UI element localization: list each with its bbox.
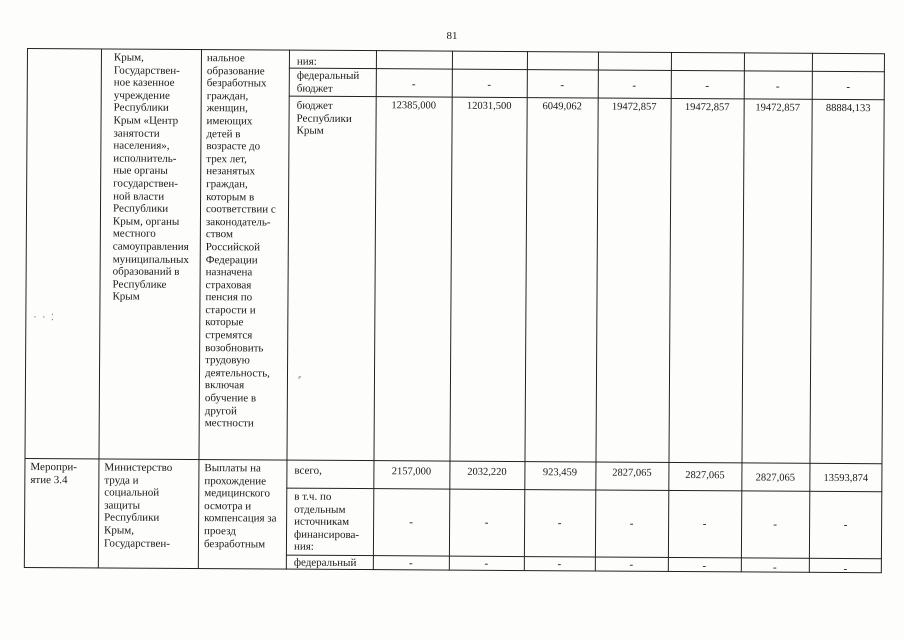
block1-regional-value: 19472,857 — [611, 101, 657, 113]
block2-federal-value: - — [484, 557, 489, 570]
block2-including-value: - — [702, 518, 707, 531]
block1-executor: Крым, Государствен- ное казенное учреждение Республики Крым «Центр занятости населения», исполнитель- ные органы государствен- ной власти Республики Крым, органы местного самоуправления муниципальных образований в Республике Крым — [112, 51, 189, 303]
block1-source-federal: федеральный бюджет — [296, 69, 360, 95]
block2-including-value: - — [629, 517, 634, 530]
block2-source-including: в т.ч. по отдельным источникам финансирова- ния: — [293, 490, 360, 554]
block2-including-value: - — [409, 516, 413, 529]
block1-regional-value: 19472,857 — [755, 102, 800, 114]
block1-regional-value: 88884,133 — [825, 102, 871, 115]
block1-description: нальное образование безработных граждан, женщин, имеющих детей в возрасте до трех лет, незанятых граждан, которым в соответствии с законодатель- ством Российской Федерации назначена страховая пенсия по старости и которые стремятся возобновить трудовую деятельность, включая обучение в другой местности — [204, 52, 276, 430]
scan-specks: ⋅ ⸱ ⁚ — [33, 312, 56, 323]
block2-total-value: 2827,065 — [612, 467, 652, 479]
block1-federal-value: - — [705, 80, 710, 93]
block2-federal-value: - — [772, 561, 777, 574]
block2-total-value: 2157,000 — [391, 466, 432, 478]
block2-executor: Министерство труда и социальной защиты Республики Крым, Государствен- — [103, 461, 173, 550]
page-number: 81 — [446, 30, 458, 42]
block2-total-value: 13593,874 — [823, 472, 869, 485]
block2-federal-value: - — [702, 560, 707, 573]
block1-regional-value: 6049,062 — [542, 101, 582, 113]
block2-total-value: 2827,065 — [755, 472, 796, 484]
block1-federal-value: - — [487, 78, 492, 91]
block1-federal-value: - — [775, 80, 780, 93]
block1-federal-value: - — [411, 78, 416, 91]
block1-source-regional: бюджет Республики Крым — [296, 99, 352, 138]
block2-source-total: всего, — [294, 464, 322, 477]
block2-measure: Меропри- ятие 3.4 — [30, 461, 77, 486]
block2-total-value: 2032,220 — [467, 466, 507, 478]
block2-federal-value: - — [408, 557, 413, 570]
block1-regional-value: 12031,500 — [466, 100, 512, 112]
block1-regional-value: 19472,857 — [684, 102, 730, 114]
block2-total-value: 2827,065 — [685, 470, 725, 482]
block2-source-federal: федеральный — [293, 556, 357, 570]
block1-federal-value: - — [632, 79, 637, 92]
budget-table — [24, 48, 885, 585]
block1-regional-value: 12385,000 — [391, 100, 436, 112]
block1-source-continuation: ния: — [296, 55, 317, 68]
block2-description: Выплаты на прохождение медицинского осмотра и компенсация за проезд безработным — [203, 462, 277, 551]
block2-federal-value: - — [629, 558, 634, 571]
block2-including-value: - — [557, 517, 562, 530]
block1-federal-value: - — [846, 81, 851, 94]
block2-including-value: - — [484, 516, 489, 529]
block2-including-value: - — [773, 518, 777, 531]
block1-federal-value: - — [560, 79, 565, 92]
block2-total-value: 923,459 — [542, 467, 578, 479]
block2-federal-value: - — [843, 562, 848, 576]
scan-speck: ⸗ — [297, 371, 304, 382]
block2-including-value: - — [843, 518, 848, 532]
block2-federal-value: - — [557, 558, 562, 571]
